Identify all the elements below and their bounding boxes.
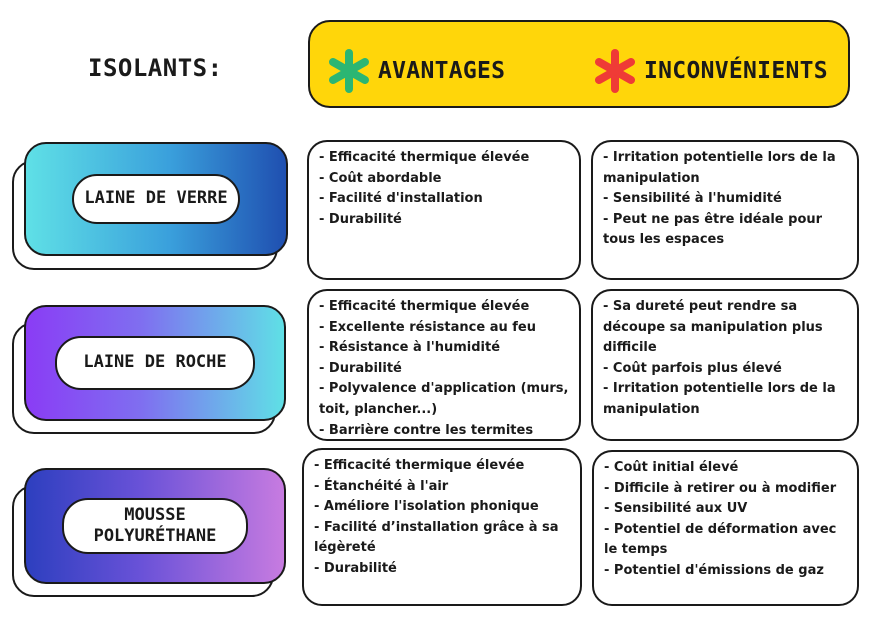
material-card-mousse-polyurethane <box>24 468 286 584</box>
list-item: - Efficacité thermique élevée <box>319 299 530 314</box>
green-asterisk-icon <box>326 48 372 94</box>
disadvantages-box-laine-de-roche <box>591 289 859 441</box>
material-name-pill: LAINE DE ROCHE <box>55 336 255 390</box>
list-item: - Difficile à retirer ou à modifier <box>604 480 837 496</box>
list-item: - Irritation potentielle lors de la manipulation <box>603 381 836 417</box>
list-item: - Coût initial élevé <box>604 460 739 475</box>
disadvantages-label: INCONVÉNIENTS <box>644 58 828 84</box>
header-bar <box>308 20 850 108</box>
list-item: - Durabilité <box>319 211 402 227</box>
list-item: - Facilité d’installation grâce à sa légèreté <box>314 519 559 556</box>
list-item: - Facilité d'installation <box>319 191 483 207</box>
list-item: - Peut ne pas être idéale pour tous les espaces <box>603 211 823 248</box>
list-item: - Durabilité <box>319 360 402 376</box>
advantages-label: AVANTAGES <box>378 58 506 84</box>
list-item: - Efficacité thermique élevée <box>319 150 530 165</box>
list-item: - Durabilité <box>314 560 397 576</box>
advantages-box-mousse-polyurethane <box>302 448 582 606</box>
material-name-pill: LAINE DE VERRE <box>72 174 240 224</box>
list-item: - Étanchéité à l'air <box>314 478 449 494</box>
advantages-box-laine-de-verre <box>307 140 581 280</box>
material-card-laine-de-roche <box>24 305 286 421</box>
list-item: - Sensibilité aux UV <box>604 501 748 517</box>
material-name-line: POLYURÉTHANE <box>93 526 217 546</box>
list-item: - Améliore l'isolation phonique <box>314 499 539 515</box>
page-title: ISOLANTS: <box>88 54 223 82</box>
material-card-laine-de-verre <box>24 142 288 256</box>
material-name-line: MOUSSE <box>124 504 186 525</box>
list-item: - Coût parfois plus élevé <box>603 360 782 376</box>
list-item: - Barrière contre les termites <box>319 422 534 438</box>
list-item: - Résistance à l'humidité <box>319 340 501 356</box>
list-item: - Polyvalence d'application (murs, toit, plancher...) <box>319 381 569 417</box>
disadvantages-box-laine-de-verre <box>591 140 859 280</box>
list-item: - Potentiel de déformation avec le temps <box>604 521 837 558</box>
advantages-box-laine-de-roche <box>307 289 581 441</box>
advantages-header <box>326 48 505 94</box>
list-item: - Sensibilité à l'humidité <box>603 191 782 207</box>
list-item: - Excellente résistance au feu <box>319 319 536 335</box>
list-item: - Coût abordable <box>319 170 442 186</box>
list-item: - Efficacité thermique élevée <box>314 458 525 473</box>
disadvantages-box-mousse-polyurethane <box>592 450 859 606</box>
red-asterisk-icon <box>592 48 638 94</box>
material-name-pill <box>62 498 248 554</box>
list-item: - Irritation potentielle lors de la manipulation <box>603 150 836 186</box>
list-item: - Sa dureté peut rendre sa découpe sa manipulation plus difficile <box>603 299 823 356</box>
list-item: - Potentiel d'émissions de gaz <box>604 562 824 578</box>
disadvantages-header <box>592 48 828 94</box>
